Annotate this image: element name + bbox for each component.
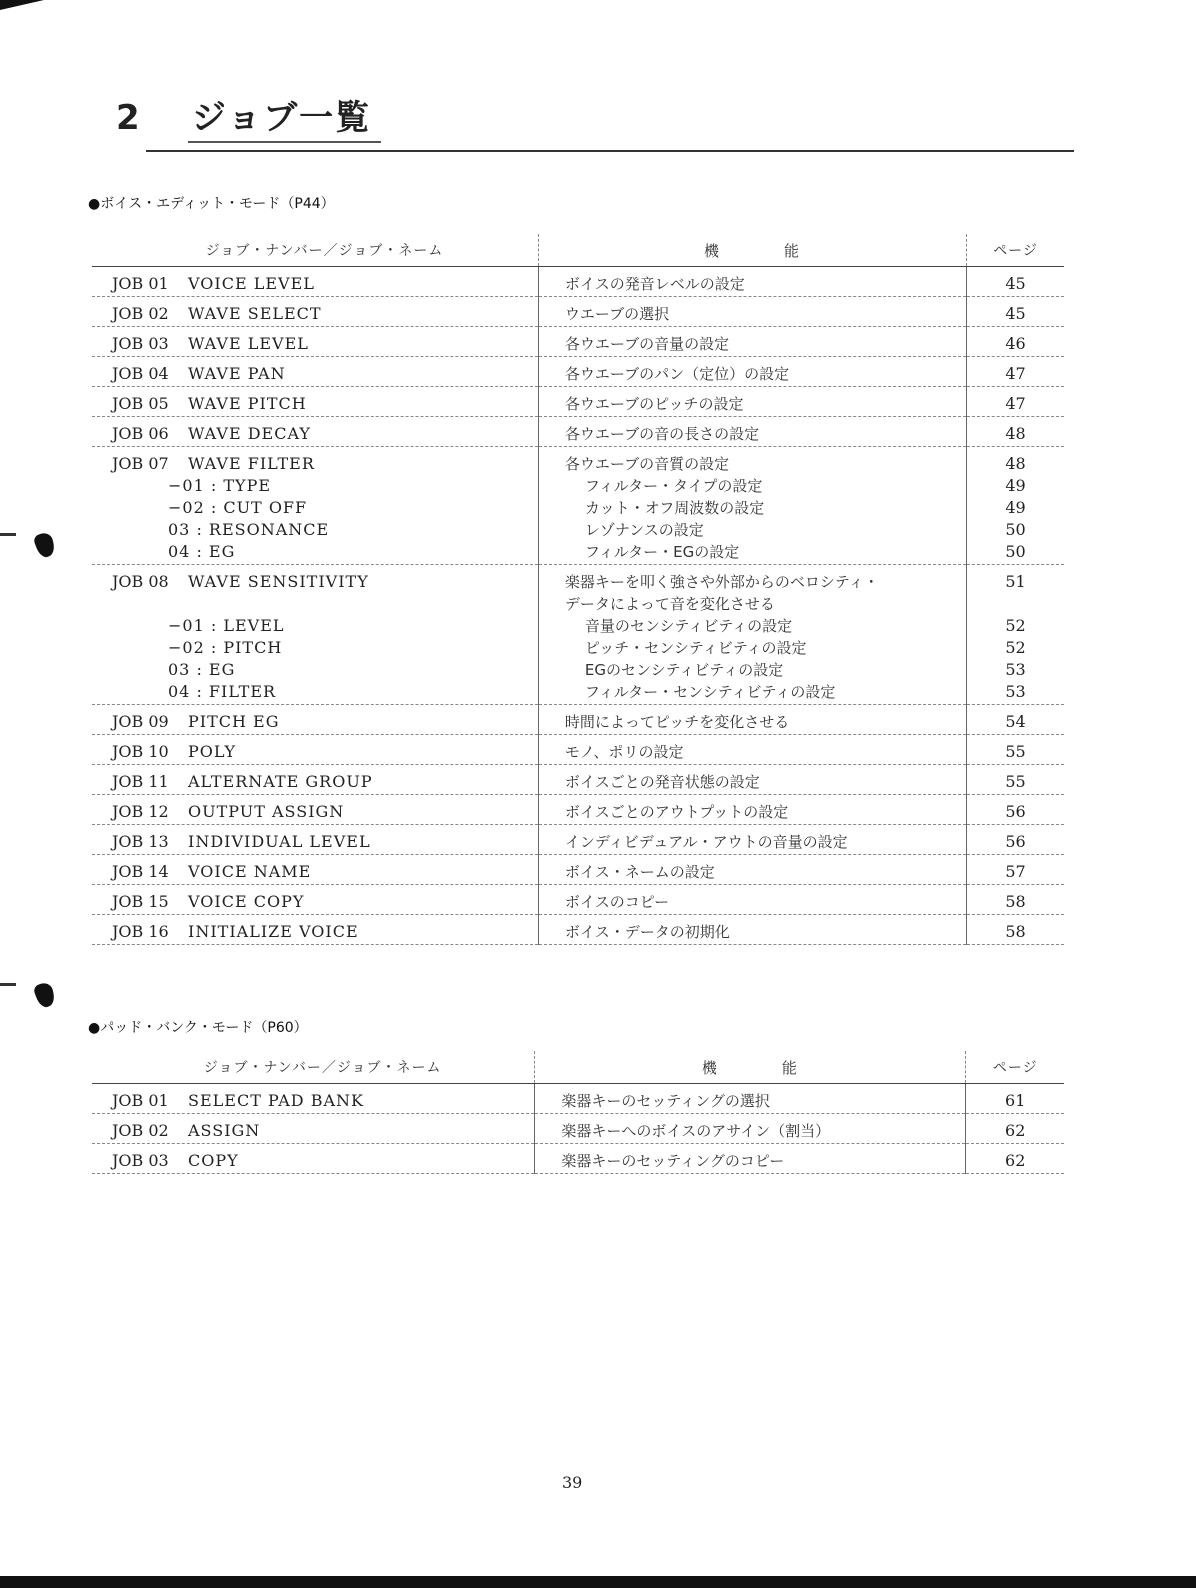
job-page: 48 <box>1005 454 1026 473</box>
job-function: ボイスごとの発音状態の設定 <box>564 773 760 791</box>
function-cell <box>535 1114 966 1144</box>
job-number: JOB 11 <box>112 772 169 791</box>
section-title-pad-bank: ●パッド・バンク・モード（P60） <box>88 1020 308 1036</box>
page-cell <box>967 387 1064 417</box>
job-cell <box>92 267 538 297</box>
column-header-job: ジョブ・ナンバー／ジョブ・ネーム <box>92 1051 535 1084</box>
section-title-voice-edit: ●ボイス・エディット・モード（P44） <box>88 196 335 212</box>
table-row <box>92 915 1064 945</box>
sub-job-name: −01 : TYPE <box>168 476 272 495</box>
job-number: JOB 02 <box>112 1121 169 1140</box>
job-number: JOB 16 <box>112 922 169 941</box>
job-number: JOB 13 <box>112 832 169 851</box>
sub-job-function: カット・オフ周波数の設定 <box>584 499 765 517</box>
job-page: 62 <box>1005 1151 1026 1170</box>
job-name: INITIALIZE VOICE <box>188 922 359 941</box>
function-cell <box>538 765 966 795</box>
sub-job-page: 50 <box>1005 520 1026 539</box>
job-number: JOB 15 <box>112 892 169 911</box>
job-cell <box>92 915 538 945</box>
job-name: POLY <box>188 742 237 761</box>
function-cell <box>538 915 966 945</box>
table-header-row <box>92 234 1064 267</box>
job-number: JOB 04 <box>112 364 169 383</box>
page-cell <box>966 1084 1064 1114</box>
scan-edge-band <box>0 1576 1196 1588</box>
job-function: 各ウエーブの音の長さの設定 <box>564 425 760 443</box>
table-row <box>92 1144 1064 1174</box>
job-function: 楽器キーのセッティングの選択 <box>561 1092 770 1110</box>
job-page: 57 <box>1005 862 1026 881</box>
page-cell <box>967 357 1064 387</box>
page-number: 39 <box>562 1473 583 1492</box>
job-page: 46 <box>1005 334 1026 353</box>
sub-job-name: 04 : EG <box>168 542 236 561</box>
sub-job-name: 03 : RESONANCE <box>168 520 330 539</box>
job-page: 55 <box>1005 742 1026 761</box>
page-cell <box>967 765 1064 795</box>
job-number: JOB 08 <box>112 572 169 591</box>
job-name: VOICE COPY <box>188 892 305 911</box>
job-name: WAVE PAN <box>188 364 286 383</box>
function-cell <box>538 735 966 765</box>
function-cell <box>538 825 966 855</box>
sub-job-page: 52 <box>1005 616 1026 635</box>
job-cell <box>92 825 538 855</box>
job-function: モノ、ポリの設定 <box>564 743 684 761</box>
chapter-number: 2 <box>116 98 140 138</box>
function-cell <box>538 357 966 387</box>
job-function: ボイスの発音レベルの設定 <box>564 275 745 293</box>
job-page: 51 <box>1005 572 1026 591</box>
job-name: VOICE LEVEL <box>188 274 315 293</box>
pad-bank-job-table <box>92 1051 1064 1174</box>
job-cell <box>92 1114 535 1144</box>
job-function: 各ウエーブのピッチの設定 <box>564 395 744 413</box>
page-cell <box>966 1114 1064 1144</box>
page-cell <box>967 267 1064 297</box>
function-cell <box>538 855 966 885</box>
table-row <box>92 387 1064 417</box>
page-cell <box>967 447 1064 565</box>
column-header-job: ジョブ・ナンバー／ジョブ・ネーム <box>92 234 538 267</box>
job-page: 48 <box>1005 424 1026 443</box>
table-row <box>92 267 1064 297</box>
job-name: WAVE PITCH <box>188 394 307 413</box>
page-cell <box>967 885 1064 915</box>
job-function: ボイス・ネームの設定 <box>564 863 715 881</box>
job-function: 時間によってピッチを変化させる <box>564 713 790 731</box>
sub-job-name: −02 : CUT OFF <box>168 498 308 517</box>
page-cell <box>967 297 1064 327</box>
page-cell <box>967 825 1064 855</box>
job-cell <box>92 297 538 327</box>
page-cell <box>967 705 1064 735</box>
job-function: インディビデュアル・アウトの音量の設定 <box>564 833 848 851</box>
job-number: JOB 10 <box>112 742 169 761</box>
sub-job-name: 03 : EG <box>168 660 236 679</box>
job-cell <box>92 327 538 357</box>
chapter-title: ジョブ一覧 <box>188 90 381 143</box>
edge-tick <box>0 533 16 536</box>
function-cell <box>538 705 966 735</box>
job-page: 61 <box>1005 1091 1026 1110</box>
job-number: JOB 02 <box>112 304 169 323</box>
heading-rule <box>146 150 1074 152</box>
job-page: 45 <box>1005 304 1026 323</box>
job-number: JOB 09 <box>112 712 169 731</box>
job-name: WAVE DECAY <box>188 424 311 443</box>
job-cell <box>92 705 538 735</box>
page-cell <box>967 855 1064 885</box>
table-row <box>92 735 1064 765</box>
binding-hole-mark <box>32 981 57 1010</box>
corner-mark <box>0 0 44 10</box>
function-cell <box>538 297 966 327</box>
sub-job-function: ピッチ・センシティビティの設定 <box>584 639 807 657</box>
pad-bank-table-body <box>92 1084 1064 1174</box>
job-number: JOB 14 <box>112 862 169 881</box>
chapter-heading <box>116 90 381 143</box>
job-cell <box>92 1144 535 1174</box>
sub-job-function: 音量のセンシティビティの設定 <box>584 617 793 635</box>
job-function: ボイスごとのアウトプットの設定 <box>564 803 789 821</box>
page-cell <box>967 735 1064 765</box>
job-page: 58 <box>1005 922 1026 941</box>
job-page: 45 <box>1005 274 1026 293</box>
function-cell <box>535 1084 966 1114</box>
job-number: JOB 03 <box>112 334 169 353</box>
job-number: JOB 05 <box>112 394 169 413</box>
binding-hole-mark <box>32 531 57 560</box>
job-number: JOB 12 <box>112 802 169 821</box>
sub-job-function: フィルター・EGの設定 <box>584 543 740 561</box>
job-name: ALTERNATE GROUP <box>188 772 373 791</box>
function-cell <box>538 327 966 357</box>
job-function: 各ウエーブの音質の設定 <box>564 455 730 473</box>
job-name: WAVE SELECT <box>188 304 322 323</box>
job-number: JOB 03 <box>112 1151 169 1170</box>
table-row <box>92 765 1064 795</box>
job-cell <box>92 387 538 417</box>
function-cell <box>538 795 966 825</box>
sub-job-function: フィルター・センシティビティの設定 <box>584 683 836 701</box>
table-header-row <box>92 1051 1064 1084</box>
job-page: 56 <box>1005 802 1026 821</box>
job-function: ウエーブの選択 <box>564 305 670 323</box>
job-cell <box>92 417 538 447</box>
job-function: 楽器キーを叩く強さや外部からのベロシティ・ <box>564 573 879 591</box>
job-function: 楽器キーのセッティングのコピー <box>561 1152 785 1170</box>
column-header-page: ページ <box>966 1051 1064 1084</box>
job-name: WAVE SENSITIVITY <box>188 572 369 591</box>
spacer <box>112 593 537 615</box>
job-name: WAVE LEVEL <box>188 334 309 353</box>
page-cell <box>967 795 1064 825</box>
job-name: VOICE NAME <box>188 862 312 881</box>
job-cell <box>92 855 538 885</box>
table-row <box>92 705 1064 735</box>
job-function: 各ウエーブの音量の設定 <box>564 335 730 353</box>
job-function: 各ウエーブのパン（定位）の設定 <box>564 365 790 383</box>
table-row <box>92 1114 1064 1144</box>
sub-job-page: 50 <box>1005 542 1026 561</box>
job-cell <box>92 885 538 915</box>
voice-edit-table-body <box>92 267 1064 945</box>
edge-tick <box>0 983 16 986</box>
job-function: 楽器キーへのボイスのアサイン（割当） <box>561 1122 831 1140</box>
sub-job-page: 49 <box>1005 498 1026 517</box>
sub-job-page: 53 <box>1005 660 1026 679</box>
job-number: JOB 01 <box>112 1091 169 1110</box>
table-row <box>92 417 1064 447</box>
job-number: JOB 01 <box>112 274 169 293</box>
page-cell <box>967 915 1064 945</box>
table-row <box>92 565 1064 705</box>
job-page: 56 <box>1005 832 1026 851</box>
function-cell <box>538 885 966 915</box>
sub-job-page: 52 <box>1005 638 1026 657</box>
function-cell <box>538 565 966 705</box>
column-header-function: 機 能 <box>538 234 966 267</box>
job-cell <box>92 765 538 795</box>
table-row <box>92 795 1064 825</box>
sub-job-name: −01 : LEVEL <box>168 616 285 635</box>
page-cell <box>967 327 1064 357</box>
job-page: 62 <box>1005 1121 1026 1140</box>
page-cell <box>966 1144 1064 1174</box>
job-name: INDIVIDUAL LEVEL <box>188 832 371 851</box>
job-page: 55 <box>1005 772 1026 791</box>
voice-edit-job-table <box>92 234 1064 945</box>
sub-job-page: 53 <box>1005 682 1026 701</box>
job-page: 58 <box>1005 892 1026 911</box>
table-row <box>92 825 1064 855</box>
job-cell <box>92 795 538 825</box>
table-row <box>92 357 1064 387</box>
function-cell <box>535 1144 966 1174</box>
sub-job-name: −02 : PITCH <box>168 638 283 657</box>
page-cell <box>967 417 1064 447</box>
function-cell <box>538 267 966 297</box>
job-page: 47 <box>1005 394 1026 413</box>
table-row <box>92 447 1064 565</box>
table-row <box>92 297 1064 327</box>
job-cell <box>92 565 538 705</box>
table-row <box>92 885 1064 915</box>
table-row <box>92 1084 1064 1114</box>
page-cell <box>967 565 1064 705</box>
job-number: JOB 07 <box>112 454 169 473</box>
sub-job-name: 04 : FILTER <box>168 682 277 701</box>
job-name: WAVE FILTER <box>188 454 315 473</box>
sub-job-page: 49 <box>1005 476 1026 495</box>
job-function-line2: データによって音を変化させる <box>564 595 775 613</box>
function-cell <box>538 387 966 417</box>
column-header-page: ページ <box>967 234 1064 267</box>
job-name: OUTPUT ASSIGN <box>188 802 345 821</box>
column-header-function: 機 能 <box>535 1051 966 1084</box>
sub-job-function: フィルター・タイプの設定 <box>584 477 763 495</box>
job-name: PITCH EG <box>188 712 280 731</box>
spacer <box>968 593 1063 615</box>
job-page: 54 <box>1005 712 1026 731</box>
job-number: JOB 06 <box>112 424 169 443</box>
function-cell <box>538 417 966 447</box>
job-page: 47 <box>1005 364 1026 383</box>
job-cell <box>92 1084 535 1114</box>
job-cell <box>92 447 538 565</box>
job-name: COPY <box>188 1151 239 1170</box>
job-name: ASSIGN <box>188 1121 261 1140</box>
table-row <box>92 327 1064 357</box>
table-row <box>92 855 1064 885</box>
job-name: SELECT PAD BANK <box>188 1091 364 1110</box>
sub-job-function: EGのセンシティビティの設定 <box>584 661 784 679</box>
job-function: ボイス・データの初期化 <box>564 923 730 941</box>
job-function: ボイスのコピー <box>564 893 670 911</box>
function-cell <box>538 447 966 565</box>
sub-job-function: レゾナンスの設定 <box>584 521 704 539</box>
job-cell <box>92 357 538 387</box>
job-cell <box>92 735 538 765</box>
